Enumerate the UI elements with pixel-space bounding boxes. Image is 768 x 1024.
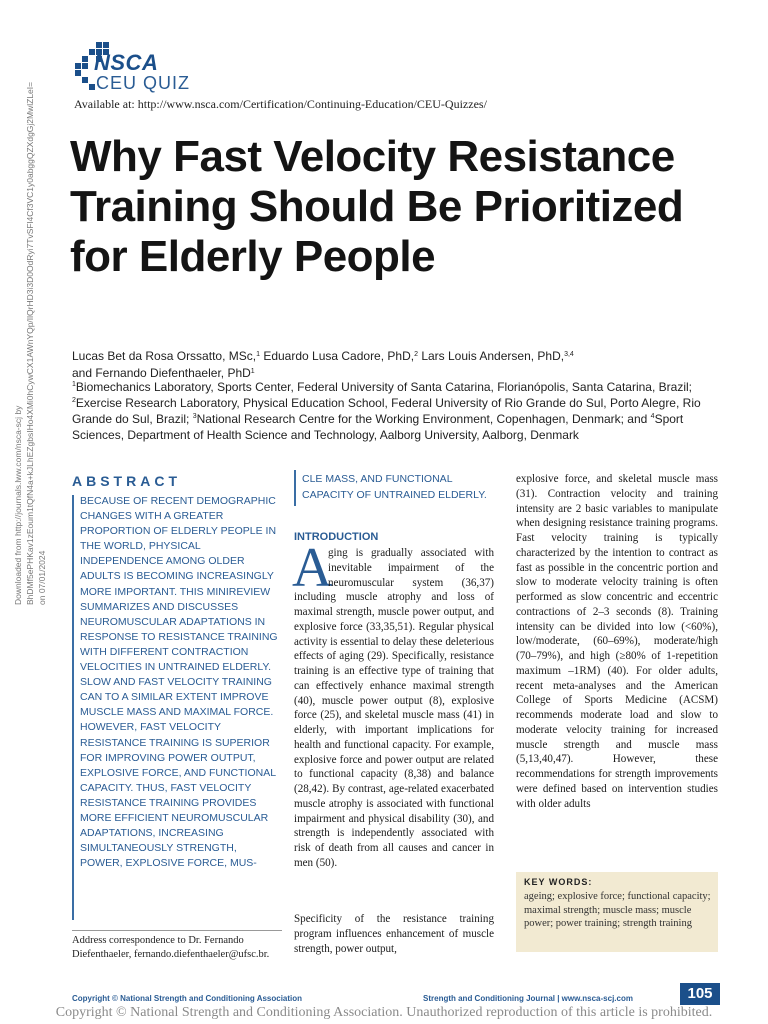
- correspondence-divider: [72, 930, 282, 931]
- author-3: Lars Louis Andersen, PhD,: [418, 349, 565, 363]
- introduction-paragraph-1: ging is gradually associated with inevitable impairment of the neuromuscular system (36,37) including muscle atrophy and loss of maximal strength, muscle power output, and explosive force (33,35,51). Regular physical activity is essential to delay these deleterious effects of aging (29). Specifically, resistance training is an effective type of training that can effectively enhance maximal strength (40), muscle power output (8), explosive force (25), and skeletal muscle mass (41) in elderly, with important implications for health and functional capacity. For example, explosive force and power output are related to functional capacity (8,38) and balance (28,42). By contrast, age-related exacerbated muscle atrophy is associated with functional impairment and physical disability (30), and strength is independently associated with risk of death from all causes and cancer in men (50).: [294, 547, 494, 869]
- logo-product-text: CEU QUIZ: [96, 73, 191, 93]
- available-at-link[interactable]: Available at: http://www.nsca.com/Certification/Continuing-Education/CEU-Quizzes/: [74, 97, 487, 111]
- affil-1-sup: 1: [72, 381, 76, 388]
- affil-3-sup: 3: [192, 413, 197, 420]
- affil-2: Exercise Research Laboratory, Physical Education School, Federal University of Rio Grande do Sul, Porto Alegre, Rio Grande do Sul, Brazil;: [72, 396, 701, 426]
- article-title: Why Fast Velocity Resistance Training Should Be Prioritized for Elderly People: [70, 132, 684, 281]
- footer-copyright: Copyright © National Strength and Conditioning Association: [72, 994, 303, 1003]
- author-4-sup: 1: [250, 368, 255, 375]
- introduction-paragraph-2: Specificity of the resistance training program influences enhancement of muscle strength, power output,: [294, 913, 494, 955]
- affil-2-sup: 2: [72, 397, 76, 404]
- page-number: 105: [680, 983, 720, 1005]
- correspondence-note: Address correspondence to Dr. Fernando Diefenthaeler, fernando.diefenthaeler@ufsc.br.: [72, 935, 270, 960]
- author-3-sup: 3,4: [564, 351, 574, 358]
- affil-1: Biomechanics Laboratory, Sports Center, Federal University of Santa Catarina, Florianópolis, Santa Catarina, Brazil;: [75, 380, 692, 394]
- introduction-text: [294, 546, 494, 871]
- introduction-heading: INTRODUCTION: [294, 531, 379, 543]
- abstract-rule: [72, 495, 74, 920]
- abstract-text: BECAUSE OF RECENT DEMOGRAPHIC CHANGES WITH A GREATER PROPORTION OF ELDERLY PEOPLE IN THE WORLD, PHYSICAL INDEPENDENCE AMONG OLDER ADULTS IS BECOMING INCREASINGLY MORE IMPORTANT. THIS MINIREVIEW SUMMARIZES AND DISCUSSES NEUROMUSCULAR ADAPTATIONS IN RESPONSE TO RESISTANCE TRAINING WITH DIFFERENT CONTRACTION VELOCITIES IN UNTRAINED ELDERLY. SLOW AND FAST VELOCITY TRAINING CAN TO A SIMILAR EXTENT IMPROVE MUSCLE MASS AND MAXIMAL FORCE. HOWEVER, FAST VELOCITY RESISTANCE TRAINING IS SUPERIOR FOR IMPROVING POWER OUTPUT, EXPLOSIVE FORCE, AND FUNCTIONAL CAPACITY. THUS, FAST VELOCITY RESISTANCE TRAINING PROVIDES MORE EFFICIENT NEUROMUSCULAR ADAPTATIONS, INCREASING SIMULTANEOUSLY STRENGTH, POWER, EXPLOSIVE FORCE, MUS-: [80, 495, 278, 870]
- abstract-heading: ABSTRACT: [72, 473, 181, 489]
- affil-4: Sport Sciences, Department of Health Science and Technology, Aalborg University, Aalborg, Denmark: [72, 412, 684, 442]
- keywords-heading: KEY WORDS:: [524, 877, 593, 887]
- author-2: Eduardo Lusa Cadore, PhD,: [259, 349, 415, 363]
- download-watermark: Downloaded from http://journals.lww.com/nsca-scj by BhDMf5ePHKav1zEoum1tQfN4a+kJLhEZgbsIHo4XMi0hCywCX1AWnYQp/IlQrHD3i3D0OdRyi7TvSFl4Cf3VC1y0abggQZXdgGj2MwlZLeI= on 07/01/2024: [13, 81, 47, 605]
- logo-brand-text: NSCA: [94, 50, 159, 75]
- author-list: [72, 348, 732, 382]
- column-3-text: explosive force, and skeletal muscle mass (31). Contraction velocity and training intensity are 2 basic variables to manipulate when designing resistance training programs. Fast velocity training is typically characterized by the intention to contract as fast as possible in the concentric portion and slow to moderate velocity training is often performed as slow concentric and eccentric contractions of 2–3 seconds (8). Training intensity can be divided into low (<60%), low/moderate, (60–69%), moderate/high (70–79%), and high (≥80% of 1-repetition maximum –1RM) (40). For older adults, recent meta-analyses and the American College of Sports Medicine (ACSM) recommends moderate load and slow to moderate velocity training for increased muscle strength and muscle mass (5,13,40,47). However, these recommendations for strength improvements were defined based on intervention studies with older adults: [516, 473, 718, 810]
- copyright-notice: Copyright © National Strength and Conditioning Association. Unauthorized reproduction of this article is prohibited.: [55, 1005, 713, 1020]
- keywords-text: ageing; explosive force; functional capacity; maximal strength; muscle mass; muscle power; power training; strength training: [524, 891, 711, 929]
- author-2-sup: 2: [414, 351, 418, 358]
- footer-journal: Strength and Conditioning Journal | www.nsca-scj.com: [423, 994, 633, 1003]
- abstract-text-continued: CLE MASS, AND FUNCTIONAL CAPACITY OF UNTRAINED ELDERLY.: [302, 473, 487, 501]
- author-1: Lucas Bet da Rosa Orssatto, MSc,: [72, 349, 257, 363]
- affil-4-sup: 4: [650, 413, 655, 420]
- author-1-sup: 1: [256, 351, 260, 358]
- drop-cap: A: [292, 537, 333, 599]
- author-4: and Fernando Diefenthaeler, PhD: [72, 366, 251, 380]
- affiliations: [72, 379, 732, 443]
- abstract-continued-rule: [294, 470, 296, 506]
- affil-3: National Research Centre for the Working Environment, Copenhagen, Denmark; and: [196, 412, 651, 426]
